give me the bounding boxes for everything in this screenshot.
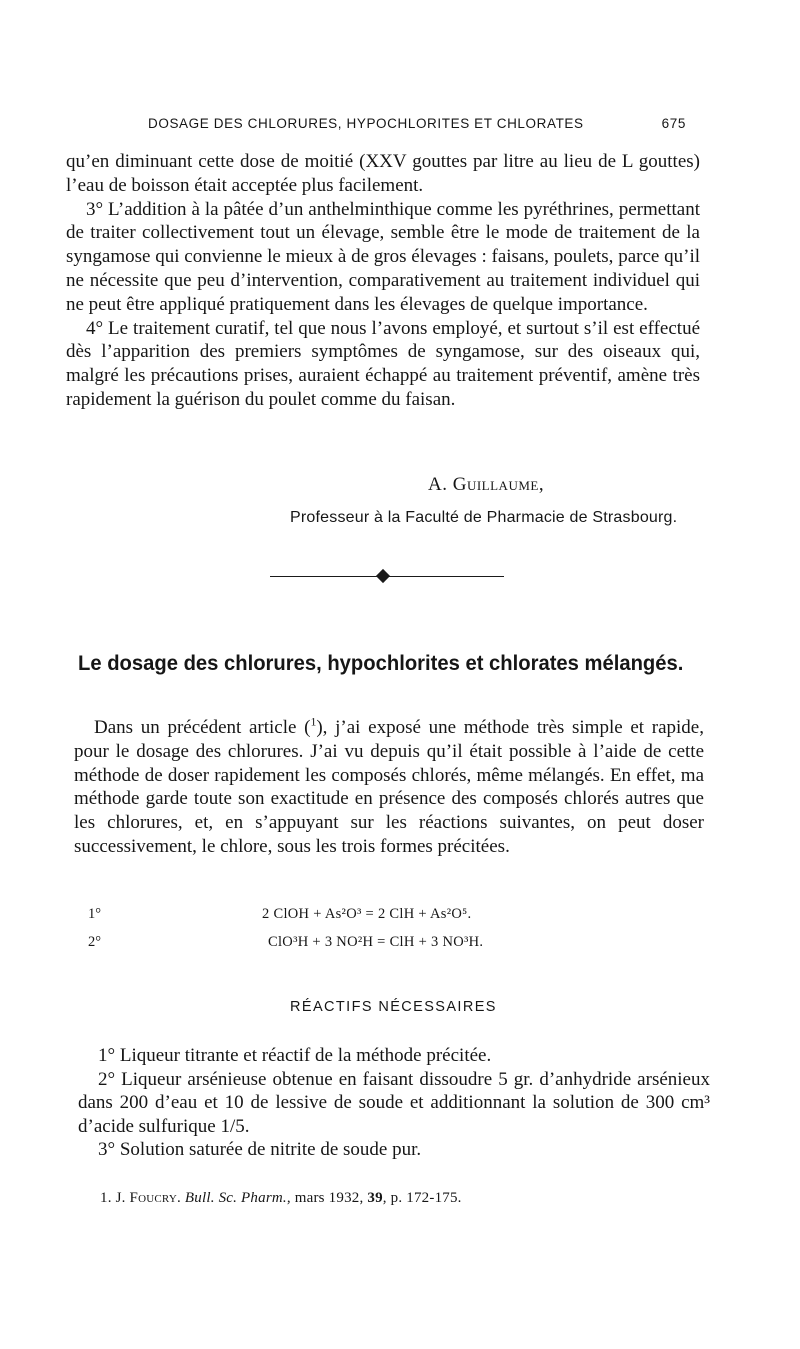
author-affiliation: Professeur à la Faculté de Pharmacie de Strasbourg.: [290, 509, 678, 526]
reagent-item: 3° Solution saturée de nitrite de soude pur.: [98, 1139, 422, 1161]
author-name: Guillaume: [452, 474, 539, 495]
paragraph-point-3: 3° L’addition à la pâtée d’un anthelminthique comme les pyréthrines, permettant de traiter collectivement tout un élevage, semble être le mode de traitement de la syngamose qui convienne le mieux à de gros élevages : faisans, poulets, parce qu’il ne nécessite que peu d’intervention, comparativement au traitement individuel qui ne peut être appliqué pratiquement dans les élevages de quelque importance.: [66, 198, 700, 315]
equation-number: 1°: [88, 906, 102, 922]
footnote-pages: , p. 172-175.: [382, 1190, 462, 1206]
footnote-volume: 39: [367, 1190, 383, 1206]
equation-formula: ClO³H + 3 NO²H = ClH + 3 NO³H.: [268, 934, 484, 950]
reagent-item: 2° Liqueur arsénieuse obtenue en faisant dissoudre 5 gr. d’anhydride arsénieux dans 200 d’eau et 10 de lessive de soude et additionnant la solution de 300 cm³ d’acide sulfurique 1/5.: [78, 1068, 710, 1137]
reagents-list: [78, 1044, 710, 1162]
author-signature: [428, 474, 544, 496]
intro-text-a: Dans un précédent article (: [94, 717, 311, 738]
running-title: DOSAGE DES CHLORURES, HYPOCHLORITES ET CHLORATES: [148, 116, 584, 131]
footnote-reference: 1: [310, 715, 317, 729]
reagent-item: 1° Liqueur titrante et réactif de la méthode précitée.: [98, 1045, 492, 1066]
footnote-sep-1: .: [177, 1190, 185, 1206]
previous-article-conclusion: [66, 150, 700, 412]
footnote: [100, 1190, 462, 1207]
equation-number: 2°: [88, 934, 102, 950]
footnote-journal: Bull. Sc. Pharm.: [184, 1190, 287, 1206]
intro-text-b: ), j’ai exposé une méthode très simple et rapide, pour le dosage des chlorures. J’ai vu depuis qu’il était possible à l’aide de cette méthode de doser rapidement les composés chlorés, même mélangés. En effet, ma méthode garde toute son exactitude en présence des composés chlorés autres que les chlorures, et, en s’appuyant sur les réactions suivantes, on peut doser successivement, le chlore, sous les trois formes précitées.: [74, 717, 704, 857]
article-title: Le dosage des chlorures, hypochlorites et chlorates mélangés.: [78, 651, 684, 675]
section-heading: RÉACTIFS NÉCESSAIRES: [290, 999, 497, 1015]
footnote-sep-2: , mars 1932,: [286, 1190, 368, 1206]
intro-paragraph: [74, 716, 704, 859]
author-initial: A.: [428, 474, 453, 495]
diamond-ornament-icon: [376, 569, 390, 583]
paragraph-point-4: 4° Le traitement curatif, tel que nous l’avons employé, et surtout s’il est effectué dès l’apparition des premiers symptômes de syngamose, sur des oiseaux qui, malgré les précautions prises, auraient échappé au traitement préventif, amène très rapidement la guérison du poulet comme du faisan.: [66, 317, 700, 410]
article-intro: [74, 716, 704, 859]
section-divider: [270, 569, 504, 583]
author-suffix: ,: [538, 474, 545, 495]
footnote-author: Foucry: [129, 1190, 177, 1206]
paragraph-continuation: qu’en diminuant cette dose de moitié (XXV gouttes par litre au lieu de L gouttes) l’eau de boisson était acceptée plus facilement.: [66, 151, 700, 196]
footnote-number: 1. J.: [100, 1190, 130, 1206]
page-number: 675: [661, 116, 686, 131]
equation-formula: 2 ClOH + As²O³ = 2 ClH + As²O⁵.: [262, 906, 472, 922]
